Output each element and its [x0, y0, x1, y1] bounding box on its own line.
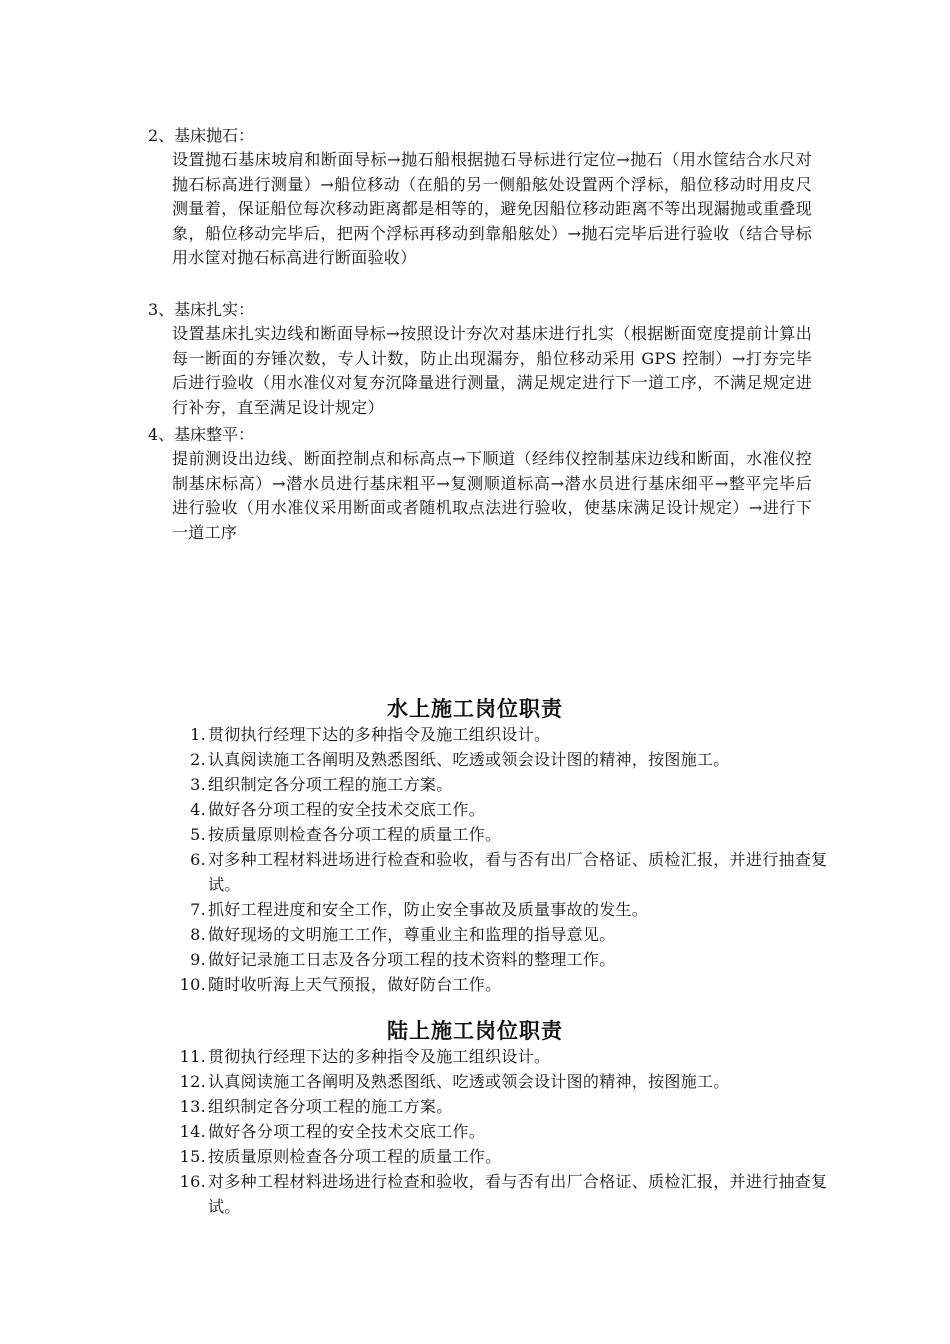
item-text: 贯彻执行经理下达的多种指令及施工组织设计。	[208, 1047, 551, 1066]
list-item	[172, 772, 832, 797]
water-section-title: 水上施工岗位职责	[387, 697, 563, 721]
step-riprap	[148, 124, 828, 271]
list-item	[172, 797, 832, 822]
item-number: 4.	[190, 800, 206, 819]
land-section-title: 陆上施工岗位职责	[387, 1019, 563, 1043]
item-number: 16.	[179, 1172, 206, 1191]
list-item	[172, 1044, 832, 1069]
step-compaction	[148, 298, 828, 420]
item-number: 3.	[190, 775, 206, 794]
item-text: 认真阅读施工各阐明及熟悉图纸、吃透或领会设计图的精神，按图施工。	[208, 1072, 730, 1091]
step-leveling	[148, 423, 828, 545]
item-number: 8.	[190, 925, 206, 944]
item-text: 做好现场的文明施工工作，尊重业主和监理的指导意见。	[208, 925, 616, 944]
item-text: 随时收听海上天气预报，做好防台工作。	[208, 975, 502, 994]
item-number: 10.	[179, 975, 206, 994]
item-number: 2.	[190, 750, 206, 769]
item-number: 12.	[179, 1072, 206, 1091]
item-text: 抓好工程进度和安全工作，防止安全事故及质量事故的发生。	[208, 900, 649, 919]
list-item	[172, 1169, 832, 1219]
item-number: 13.	[179, 1097, 206, 1116]
item-number: 11.	[179, 1047, 206, 1066]
item-number: 7.	[190, 900, 206, 919]
list-item	[172, 722, 832, 747]
item-number: 1.	[190, 725, 206, 744]
list-item	[172, 922, 832, 947]
step-label: 2、基床抛石：	[148, 126, 255, 145]
item-text: 做好各分项工程的安全技术交底工作。	[208, 1122, 486, 1141]
item-number: 14.	[179, 1122, 206, 1141]
step-body: 设置基床扎实边线和断面导标→按照设计夯次对基床进行扎实（根据断面宽度提前计算出每一断面的夯锤次数，专人计数，防止出现漏夯，船位移动采用 GPS 控制）→打夯完毕后进行验收（用水准仪对复夯沉降量进行测量，满足规定进行下一道工序，不满足规定进行补夯，直至满足设计规定）	[172, 324, 812, 417]
list-item	[172, 1119, 832, 1144]
list-item	[172, 1144, 832, 1169]
step-label: 3、基床扎实：	[148, 300, 255, 319]
list-item	[172, 947, 832, 972]
list-item	[172, 847, 832, 897]
item-text: 做好记录施工日志及各分项工程的技术资料的整理工作。	[208, 950, 616, 969]
item-text: 按质量原则检查各分项工程的质量工作。	[208, 825, 502, 844]
step-body: 设置抛石基床坡肩和断面导标→抛石船根据抛石导标进行定位→抛石（用水筐结合水尺对抛石标高进行测量）→船位移动（在船的另一侧船舷处设置两个浮标，船位移动时用皮尺测量着，保证船位每次移动距离都是相等的，避免因船位移动距离不等出现漏抛或重叠现象，船位移动完毕后，把两个浮标再移动到靠船舷处）→抛石完毕后进行验收（结合导标用水筐对抛石标高进行断面验收）	[172, 150, 812, 267]
step-label: 4、基床整平：	[148, 425, 255, 444]
item-text: 按质量原则检查各分项工程的质量工作。	[208, 1147, 502, 1166]
list-item	[172, 747, 832, 772]
item-text: 做好各分项工程的安全技术交底工作。	[208, 800, 486, 819]
list-item	[172, 1069, 832, 1094]
list-item	[172, 897, 832, 922]
list-item	[172, 1094, 832, 1119]
item-number: 15.	[179, 1147, 206, 1166]
item-text: 组织制定各分项工程的施工方案。	[208, 1097, 453, 1116]
water-duty-list	[172, 722, 832, 997]
item-text: 对多种工程材料进场进行检查和验收，看与否有出厂合格证、质检汇报，并进行抽查复试。	[208, 850, 828, 894]
list-item	[172, 972, 832, 997]
item-number: 5.	[190, 825, 206, 844]
item-text: 组织制定各分项工程的施工方案。	[208, 775, 453, 794]
step-body: 提前测设出边线、断面控制点和标高点→下顺道（经纬仪控制基床边线和断面，水准仪控制基床标高）→潜水员进行基床粗平→复测顺道标高→潜水员进行基床细平→整平完毕后进行验收（用水准仪采用断面或者随机取点法进行验收，使基床满足设计规定）→进行下一道工序	[172, 449, 812, 542]
list-item	[172, 822, 832, 847]
item-text: 对多种工程材料进场进行检查和验收，看与否有出厂合格证、质检汇报，并进行抽查复试。	[208, 1172, 828, 1216]
item-text: 贯彻执行经理下达的多种指令及施工组织设计。	[208, 725, 551, 744]
item-number: 9.	[190, 950, 206, 969]
item-number: 6.	[190, 850, 206, 869]
item-text: 认真阅读施工各阐明及熟悉图纸、吃透或领会设计图的精神，按图施工。	[208, 750, 730, 769]
land-duty-list	[172, 1044, 832, 1219]
